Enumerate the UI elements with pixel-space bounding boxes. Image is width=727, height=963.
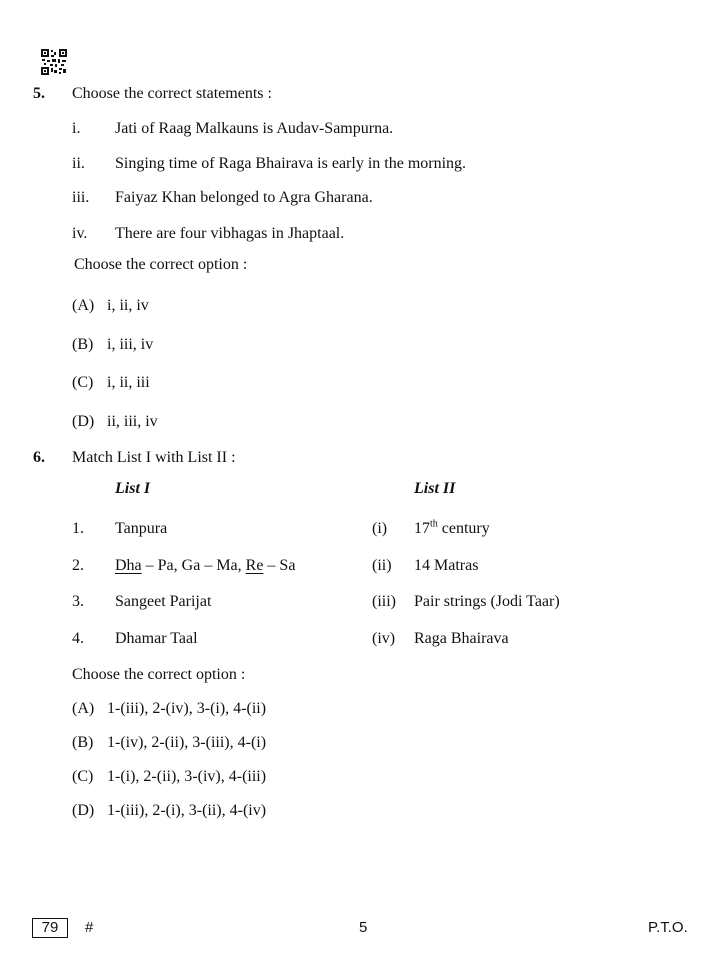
question-6-text: Match List I with List II : (72, 449, 236, 466)
statement-text: There are four vibhagas in Jhaptaal. (115, 225, 345, 242)
match-row-number: 4. (72, 630, 84, 647)
option-label: (B) (72, 734, 94, 751)
swara-end: – Sa (263, 557, 296, 574)
paper-code-box: 79 (32, 918, 68, 938)
option-label: (A) (72, 297, 95, 314)
swara-dha: Dha (115, 557, 142, 574)
match-row-number: 2. (72, 557, 84, 574)
statement-label: iii. (72, 189, 90, 206)
list-2-item-rest: century (437, 520, 490, 537)
question-5-text: Choose the correct statements : (72, 85, 272, 102)
page-number: 5 (359, 919, 368, 936)
question-5-prompt: Choose the correct option : (74, 256, 248, 273)
list-1-heading: List I (115, 480, 151, 497)
list-2-roman: (i) (372, 520, 388, 537)
list-2-item-sup: th (430, 518, 438, 530)
option-label: (C) (72, 374, 94, 391)
option-text: i, iii, iv (107, 336, 154, 353)
option-text: i, ii, iv (107, 297, 149, 314)
swara-middle: – Pa, Ga – Ma, (141, 557, 246, 574)
question-6-number: 6. (33, 449, 45, 466)
option-label: (C) (72, 768, 94, 785)
statement-text: Faiyaz Khan belonged to Agra Gharana. (115, 189, 373, 206)
list-2-roman: (ii) (372, 557, 392, 574)
list-2-item: 14 Matras (414, 557, 479, 574)
option-label: (A) (72, 700, 95, 717)
list-2-heading: List II (414, 480, 456, 497)
option-label: (D) (72, 802, 95, 819)
list-2-roman: (iv) (372, 630, 396, 647)
qr-code-icon (41, 49, 67, 75)
option-text: ii, iii, iv (107, 413, 158, 430)
question-5-number: 5. (33, 85, 45, 102)
option-label: (D) (72, 413, 95, 430)
option-text: 1-(iii), 2-(iv), 3-(i), 4-(ii) (107, 700, 267, 717)
option-text: i, ii, iii (107, 374, 150, 391)
option-text: 1-(iv), 2-(ii), 3-(iii), 4-(i) (107, 734, 267, 751)
list-1-item (115, 557, 295, 575)
option-text: 1-(i), 2-(ii), 3-(iv), 4-(iii) (107, 768, 267, 785)
match-row-number: 1. (72, 520, 84, 537)
list-2-roman: (iii) (372, 593, 396, 610)
question-6-prompt: Choose the correct option : (72, 666, 246, 683)
list-1-item: Tanpura (115, 520, 168, 537)
statement-label: i. (72, 120, 81, 137)
list-2-item: Pair strings (Jodi Taar) (414, 593, 560, 610)
list-1-item: Sangeet Parijat (115, 593, 212, 610)
statement-text: Singing time of Raga Bhairava is early in the morning. (115, 155, 467, 172)
statement-text: Jati of Raag Malkauns is Audav-Sampurna. (115, 120, 394, 137)
list-2-item (414, 520, 490, 538)
hash-mark: # (85, 919, 94, 936)
list-1-item: Dhamar Taal (115, 630, 198, 647)
match-row-number: 3. (72, 593, 84, 610)
statement-label: iv. (72, 225, 88, 242)
option-label: (B) (72, 336, 94, 353)
pto-label: P.T.O. (648, 919, 688, 936)
swara-re: Re (245, 557, 264, 574)
list-2-item-base: 17 (414, 520, 430, 537)
list-2-item: Raga Bhairava (414, 630, 509, 647)
option-text: 1-(iii), 2-(i), 3-(ii), 4-(iv) (107, 802, 267, 819)
statement-label: ii. (72, 155, 85, 172)
